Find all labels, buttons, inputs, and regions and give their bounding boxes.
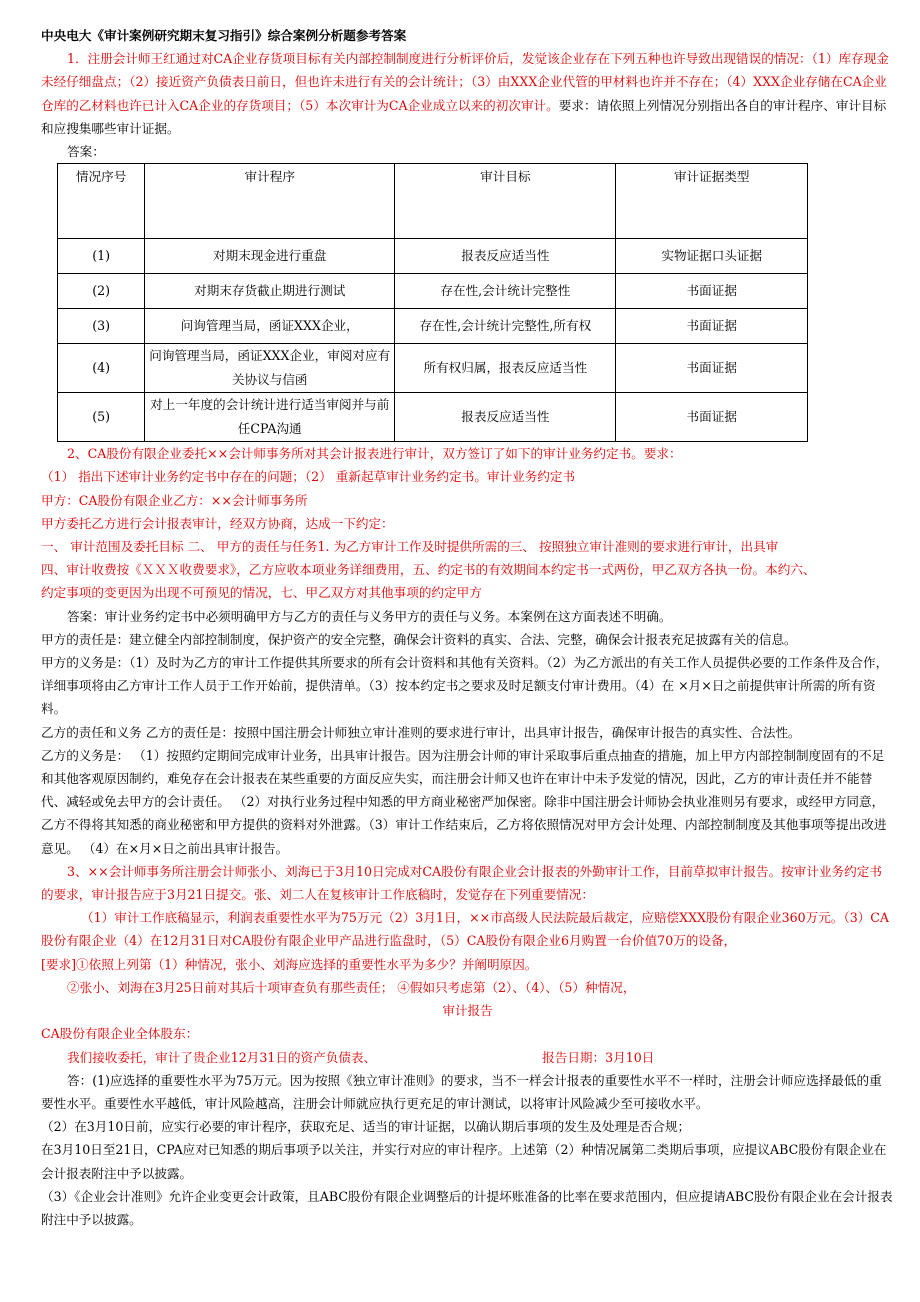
table-cell: 对期末现金进行重盘	[145, 239, 395, 274]
q2-intro: 2、CA股份有限企业委托××会计师事务所对其会计报表进行审计，双方签订了如下的审计业务约定书。要求：	[67, 446, 682, 462]
table-cell: 书面证据	[616, 309, 808, 344]
answer-table	[57, 163, 808, 442]
table-row	[58, 344, 808, 393]
answer-2: （2）在3月10日前，应实行必要的审计程序，获取充足、适当的审计证据，以确认期后事项的发生及处理是否合规；	[41, 1119, 691, 1135]
table-cell: 书面证据	[616, 393, 808, 442]
header-cell: 审计程序	[145, 164, 395, 239]
q2-parties: 甲方：CA股份有限企业乙方：××会计师事务所	[41, 492, 308, 508]
q2-requirements: （1） 指出下述审计业务约定书中存在的问题；（2） 重新起草审计业务约定书。审计业务约定书	[41, 469, 576, 485]
q2-clauses-line2: 四、审计收费按《ＸＸＸ收费要求》，乙方应收本项业务详细费用，五、约定书的有效期间本约定书一式两份，甲乙双方各执一份。本约六、	[41, 562, 816, 578]
q2-clauses-line3: 约定事项的变更因为出现不可预见的情况，七、甲乙双方对其他事项的约定甲方	[41, 585, 482, 601]
party-a-responsibility: 甲方的责任是：建立健全内部控制制度，保护资产的安全完整，确保会计资料的真实、合法、完整，确保会计报表充足披露有关的信息。	[41, 631, 797, 647]
table-cell: (1)	[58, 239, 145, 274]
table-cell: (4)	[58, 344, 145, 393]
q2-clauses-line1: 一、 审计范围及委托目标 二、 甲方的责任与任务1. 为乙方审计工作及时提供所需的三、 按照独立审计准则的要求进行审计，出具审	[41, 539, 779, 555]
table-row	[58, 239, 808, 274]
table-row	[58, 309, 808, 344]
table-cell: 所有权归属，报表反应适当性	[395, 344, 616, 393]
answer-3: （3）《企业会计准则》允许企业变更会计政策，且ABC股份有限企业调整后的计提坏账准备的比率在要求范围内，但应提请ABC股份有限企业在会计报表附注中予以披露。	[41, 1188, 893, 1227]
q1-answer-label: 答案：	[67, 144, 105, 160]
header-cell: 审计证据类型	[616, 164, 808, 239]
table-cell: 问询管理当局，函证XXX企业，审阅对应有关协议与信函	[145, 344, 395, 393]
table-cell: 问询管理当局，函证XXX企业，	[145, 309, 395, 344]
document-title: 中央电大《审计案例研究期末复习指引》综合案例分析题参考答案	[41, 28, 407, 43]
q2-entrust: 甲方委托乙方进行会计报表审计，经双方协商，达成一下约定：	[41, 515, 394, 531]
table-cell: 存在性,会计统计完整性,所有权	[395, 309, 616, 344]
q2-answer: 答案：审计业务约定书中必须明确甲方与乙方的责任与义务甲方的责任与义务。本案例在这方面表述不明确。	[67, 608, 672, 624]
table-row	[58, 393, 808, 442]
party-b-obligation: 乙方的义务是： （1）按照约定期间完成审计业务，出具审计报告。因为注册会计师的审计采取事后重点抽查的措施，加上甲方内部控制制度固有的不足和其他客观原因制约，难免存在会计报表在某些重要的方面反应失实，而注册会计师又也许在审计中未予发觉的情况，因此，乙方的审计责任并不能替代、减轻或免去甲方的会计责任。 （2）对执行业务过程中知悉的甲方商业秘密严加保密。除非中国注册会计师协会执业准则另有要求，或经甲方同意，乙方不得将其知悉的商业秘密和甲方提供的资料对外泄露。（3）审计工作结束后，乙方将依照情况对甲方会计处理、内部控制制度及其他事项等提出改进意见。 （4）在×月×日之前出具审计报告。	[41, 747, 887, 856]
table-row	[58, 274, 808, 309]
q3-requirement-2: ②张小、刘海在3月25日前对其后十项审查负有那些责任； ④假如只考虑第（2）、（4）、（5）种情况，	[67, 979, 636, 995]
table-cell: (3)	[58, 309, 145, 344]
table-cell: (5)	[58, 393, 145, 442]
report-date: 报告日期：3月10日	[542, 1049, 655, 1065]
table-cell: 存在性,会计统计完整性	[395, 274, 616, 309]
table-header-row	[58, 164, 808, 239]
table-cell: 报表反应适当性	[395, 393, 616, 442]
report-title: 审计报告	[442, 1003, 493, 1019]
party-b-responsibility: 乙方的责任和义务 乙方的责任是：按照中国注册会计师独立审计准则的要求进行审计，出具审计报告，确保审计报告的真实性、合法性。	[41, 724, 801, 740]
table-cell: 实物证据口头证据	[616, 239, 808, 274]
answer-2b: 在3月10日至21日，CPA应对已知悉的期后事项予以关注，并实行对应的审计程序。上述第（2）种情况属第二类期后事项，应提议ABC股份有限企业在会计报表附注中予以披露。	[41, 1142, 887, 1181]
table-cell: 对上一年度的会计统计进行适当审阅并与前任CPA沟通	[145, 393, 395, 442]
table-cell: (2)	[58, 274, 145, 309]
table-cell: 对期末存货截止期进行测试	[145, 274, 395, 309]
report-addressee: CA股份有限企业全体股东：	[41, 1026, 199, 1042]
q3-intro: 3、××会计师事务所注册会计师张小、刘海已于3月10日完成对CA股份有限企业会计报表的外勤审计工作，目前草拟审计报告。按审计业务约定书的要求，审计报告应于3月21日提交。张、刘二人在复核审计工作底稿时，发觉存在下列重要情况：	[41, 863, 882, 903]
q3-requirement-1: [要求]①依照上列第（1）种情况，张小、刘海应选择的重要性水平为多少？并阐明原因。	[41, 956, 538, 972]
q1-text: 1．注册会计师王红通过对CA企业存货项目标有关内部控制制度进行分析评价后，发觉该企业存在下列五种也许导致出现错误的情况：（1）库存现金未经仔细盘点；（2）接近资产负债表日前日，但也许未进行有关的会计统计；（3）由XXX企业代管的甲材料也许并不存在；（4）XXX企业存储在CA企业仓库的乙材料也许已计入CA企业的存货项目；（5）本次审计为CA企业成立以来的初次审计。要求：请依照上列情况分别指出各自的审计程序、审计目标和应搜集哪些审计证据。	[41, 51, 889, 136]
table-cell: 书面证据	[616, 274, 808, 309]
table-cell: 报表反应适当性	[395, 239, 616, 274]
q3-facts: （1）审计工作底稿显示，利润表重要性水平为75万元（2）3月1日，××市高级人民法院最后裁定，应赔偿XXX股份有限企业360万元。（3）CA股份有限企业（4）在12月31日对CA股份有限企业甲产品进行监盘时，（5）CA股份有限企业6月购置一台价值70万的设备，	[41, 910, 890, 949]
answer-1: 答：(1)应选择的重要性水平为75万元。因为按照《独立审计准则》的要求，当不一样会计报表的重要性水平不一样时，注册会计师应选择最低的重要性水平。重要性水平越低，审计风险越高，注册会计师就应执行更充足的审计测试，以将审计风险减少至可接收水平。	[41, 1072, 882, 1111]
table-cell: 书面证据	[616, 344, 808, 393]
header-cell: 情况序号	[58, 164, 145, 239]
party-a-obligation: 甲方的义务是：（1）及时为乙方的审计工作提供其所要求的所有会计资料和其他有关资料。（2）为乙方派出的有关工作人员提供必要的工作条件及合作，详细事项将由乙方审计工作人员于工作开始前，提供清单。（3）按本约定书之要求及时足额支付审计费用。（4）在 ×月×日之前提供审计所需的所有资料。	[41, 655, 889, 717]
document-page	[41, 24, 894, 1231]
report-body: 我们接收委托，审计了贵企业12月31日的资产负债表、 报告日期：3月10日	[41, 1046, 894, 1069]
header-cell: 审计目标	[395, 164, 616, 239]
